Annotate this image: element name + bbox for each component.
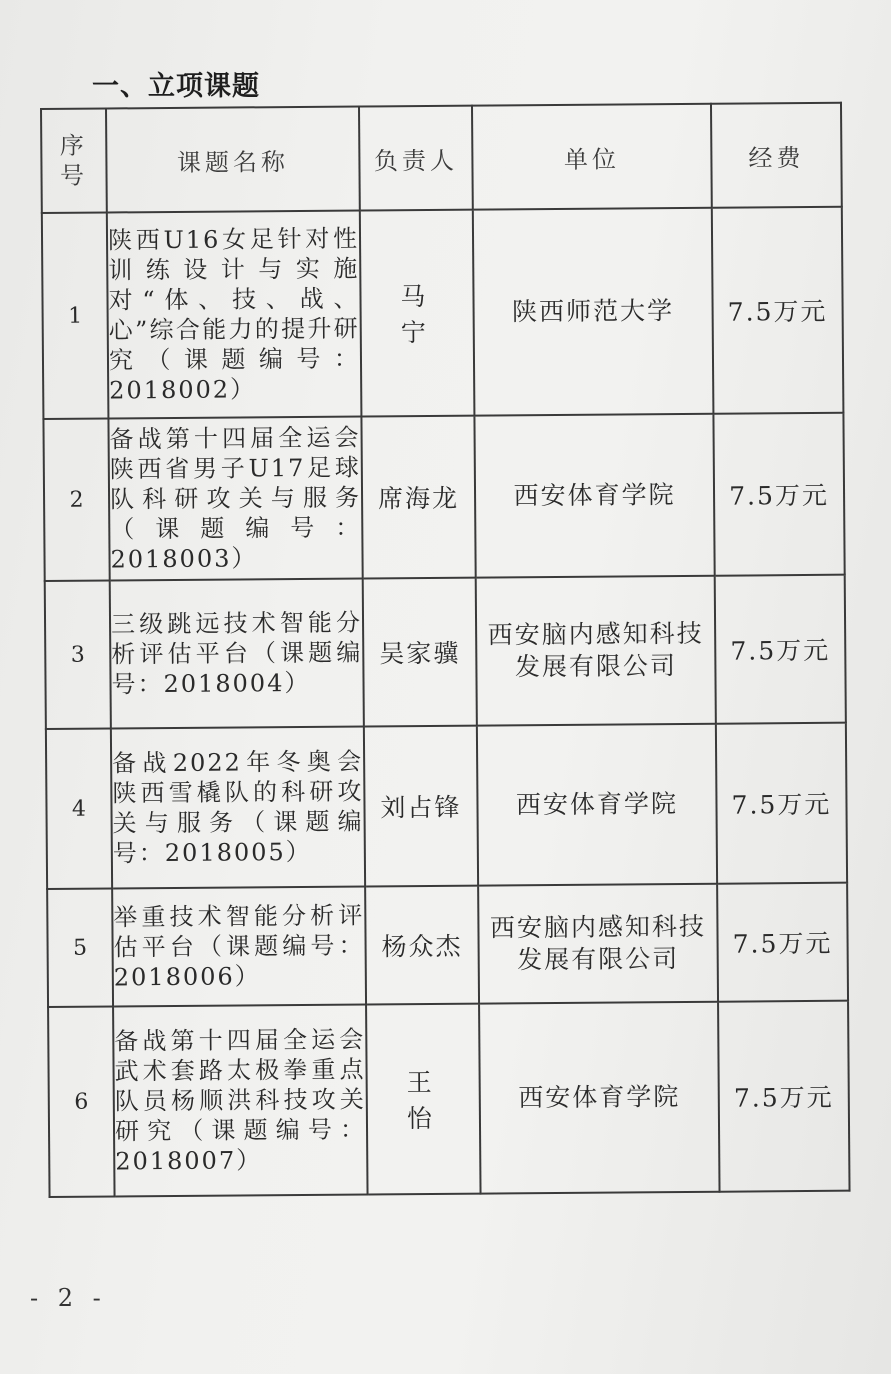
row-funding: 7.5万元: [715, 575, 846, 724]
header-title: 课题名称: [106, 106, 360, 212]
row-funding: 7.5万元: [718, 1001, 849, 1192]
row-leader: 刘占锋: [364, 726, 478, 887]
header-unit: 单位: [472, 104, 712, 210]
row-title: 备战第十四届全运会武术套路太极拳重点队员杨顺洪科技攻关研究（课题编号：2018007）: [113, 1004, 367, 1196]
table-row: [43, 413, 844, 581]
row-title: 备战2022年冬奥会陕西雪橇队的科研攻关与服务（课题编号：2018005）: [111, 726, 365, 888]
row-seq: 2: [43, 418, 109, 581]
header-leader: 负责人: [359, 106, 473, 211]
projects-table: [40, 102, 851, 1198]
row-seq: 3: [45, 580, 111, 729]
row-title: 三级跳远技术智能分析评估平台（课题编号：2018004）: [110, 578, 364, 728]
table-header-row: [41, 103, 842, 213]
table-row: [42, 207, 844, 419]
table-row: [45, 575, 846, 729]
table-row: [46, 723, 847, 889]
section-title: 一、立项课题: [92, 71, 260, 102]
row-unit: 西安脑内感知科技发展有限公司: [476, 576, 716, 726]
row-funding: 7.5万元: [713, 413, 844, 576]
table-row: [47, 883, 848, 1007]
row-leader: 马宁: [360, 210, 475, 417]
row-seq: 4: [46, 728, 112, 889]
row-title: 举重技术智能分析评估平台（课题编号：2018006）: [112, 886, 366, 1006]
row-unit: 西安脑内感知科技发展有限公司: [478, 884, 718, 1004]
row-leader: 王怡: [366, 1004, 480, 1195]
row-funding: 7.5万元: [712, 207, 844, 414]
row-seq: 1: [42, 212, 109, 419]
row-seq: 5: [47, 888, 113, 1007]
header-seq: 序号: [41, 108, 107, 213]
row-leader: 吴家骥: [363, 578, 477, 727]
row-unit: 西安体育学院: [474, 414, 714, 578]
header-funding: 经费: [711, 103, 842, 208]
row-seq: 6: [48, 1006, 114, 1197]
row-title: 陕西U16女足针对性训练设计与实施对“体、技、战、心”综合能力的提升研究（课题编号：2018002）: [107, 210, 362, 418]
page-number: - 2 -: [30, 1284, 107, 1312]
row-unit: 西安体育学院: [479, 1002, 719, 1194]
row-leader: 杨众杰: [365, 886, 479, 1005]
table-row: [48, 1001, 849, 1197]
row-funding: 7.5万元: [717, 883, 848, 1002]
row-unit: 陕西师范大学: [473, 208, 714, 416]
row-title: 备战第十四届全运会陕西省男子U17足球队科研攻关与服务（课题编号：2018003）: [108, 416, 362, 580]
row-unit: 西安体育学院: [477, 724, 717, 886]
row-funding: 7.5万元: [716, 723, 847, 884]
row-leader: 席海龙: [361, 416, 475, 579]
